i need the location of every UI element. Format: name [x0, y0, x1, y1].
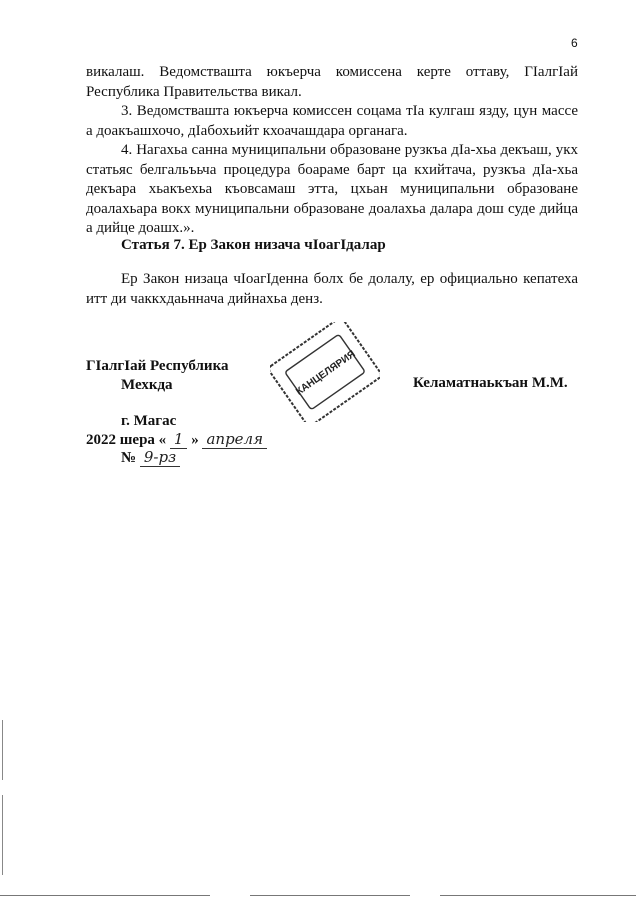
paragraph-item-3: 3. Ведомствашта юкъерча комиссен соцама тӀа кулгаш язду, цун массе а доакъашхочо, дӀабохьийт кхоачашдара органага. — [86, 103, 578, 139]
signature-org-line2: Мехкда — [121, 377, 173, 393]
article-title: Статья 7. Ер Закон низача чӀоагӀдалар — [121, 237, 386, 253]
signatory-name: Келаматнаькъан М.М. — [413, 375, 568, 391]
number-prefix: № — [121, 450, 137, 466]
signature-city: г. Магас — [121, 413, 177, 429]
scan-bottom-line — [250, 895, 410, 896]
page-number: 6 — [571, 36, 578, 50]
paragraph-item-4: 4. Нагахьа санна муниципальни образоване рузкъа дӀа-хьа декъаш, укх статьяс белгальъьча процедура боараме барт ца кхийтача, рузкъа дӀа-хьа декъара хьакъехьа къовсамаш этта, цхьан муниципальни образоване доалахьара вокх муниципальни образоване доалахьа далара дош суде дийца а дийце доашх.». — [86, 142, 578, 236]
official-seal-stamp — [270, 322, 380, 422]
number-value: 9-рз — [140, 448, 180, 467]
date-day: 1 — [170, 430, 188, 449]
paragraph-1: викалаш. Ведомствашта юкъерча комиссена керте оттаву, ГӀалгӀай Республика Правительства викал. — [86, 64, 578, 100]
signature-number — [121, 448, 180, 467]
date-mid: » — [191, 432, 199, 448]
left-edge-mark — [2, 720, 3, 780]
stamp-center-text: КАНЦЕЛЯРИЯ — [294, 348, 358, 398]
scan-bottom-line — [440, 895, 636, 896]
date-prefix: 2022 шера « — [86, 432, 167, 448]
paragraph-entry-into-force: Ер Закон низаца чӀоагӀденна болх бе долалу, ер официально кепатеха итт ди чаккхдаьннача дийнахьа денз. — [86, 271, 578, 307]
signature-org-line1: ГӀалгӀай Республика — [86, 358, 229, 374]
signature-date — [86, 430, 267, 449]
left-edge-mark — [2, 795, 3, 875]
date-month: апреля — [202, 430, 267, 449]
scan-bottom-line — [0, 895, 210, 896]
